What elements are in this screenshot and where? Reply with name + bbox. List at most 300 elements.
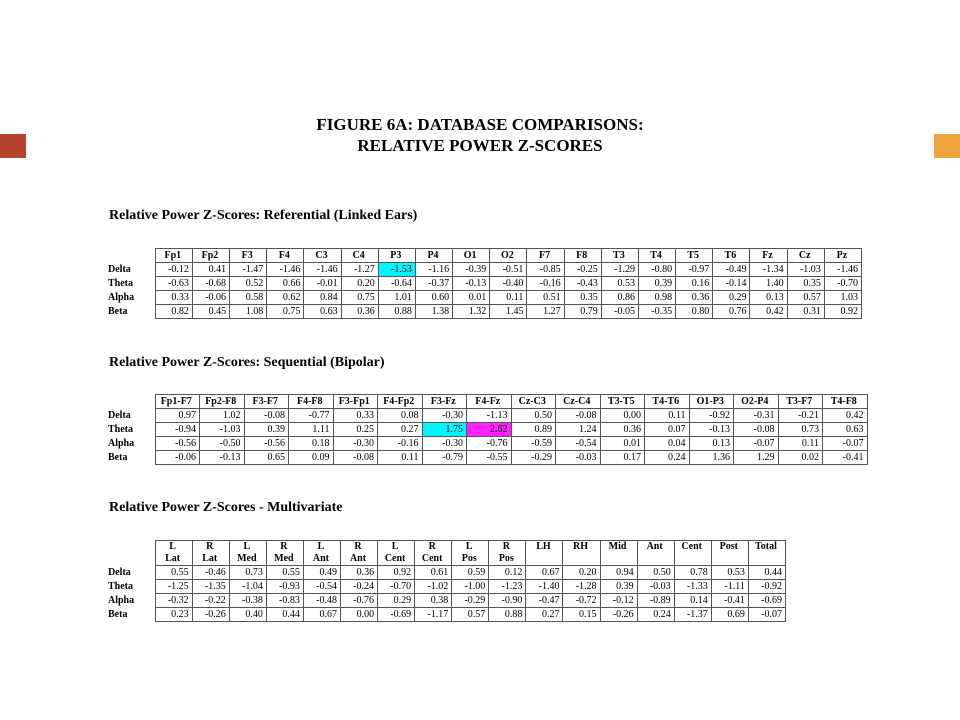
value-cell: 0.00 bbox=[600, 409, 645, 423]
column-header bbox=[266, 541, 303, 566]
table-row bbox=[108, 277, 862, 291]
column-header: Cz-C3 bbox=[511, 395, 556, 409]
value-cell: -0.93 bbox=[266, 580, 303, 594]
sequential-zscore-table bbox=[108, 394, 868, 465]
value-cell: -0.13 bbox=[200, 451, 245, 465]
column-header-bottom bbox=[676, 553, 708, 565]
value-cell: -0.08 bbox=[556, 409, 601, 423]
value-cell: -0.25 bbox=[564, 263, 601, 277]
value-cell: 0.53 bbox=[601, 277, 638, 291]
value-cell: 0.11 bbox=[378, 451, 423, 465]
table-row bbox=[108, 580, 786, 594]
value-cell: -0.83 bbox=[266, 594, 303, 608]
column-header: O2 bbox=[490, 249, 527, 263]
value-cell: 0.27 bbox=[526, 608, 563, 622]
value-cell: 1.36 bbox=[689, 451, 734, 465]
value-cell: -0.46 bbox=[192, 566, 229, 580]
value-cell: -0.54 bbox=[556, 437, 601, 451]
value-cell: 0.01 bbox=[600, 437, 645, 451]
value-cell: -0.06 bbox=[155, 451, 200, 465]
column-header bbox=[748, 541, 785, 566]
column-header-bottom: Lat bbox=[202, 553, 218, 564]
value-cell: -0.97 bbox=[676, 263, 713, 277]
value-cell: 0.24 bbox=[645, 451, 690, 465]
value-cell: -1.46 bbox=[267, 263, 304, 277]
column-header: F3 bbox=[230, 249, 267, 263]
value-cell: -0.51 bbox=[490, 263, 527, 277]
value-cell: 0.76 bbox=[713, 305, 750, 319]
corner-cell bbox=[108, 395, 155, 409]
table-row bbox=[108, 594, 786, 608]
value-cell: 0.55 bbox=[155, 566, 192, 580]
value-cell: -0.03 bbox=[637, 580, 674, 594]
column-header bbox=[229, 541, 266, 566]
corner-cell bbox=[108, 541, 155, 566]
value-cell: 1.29 bbox=[734, 451, 779, 465]
column-header-bottom: Pos bbox=[461, 553, 477, 564]
value-cell: -0.13 bbox=[453, 277, 490, 291]
value-cell: -0.12 bbox=[155, 263, 192, 277]
figure-title-line-1: FIGURE 6A: DATABASE COMPARISONS: bbox=[316, 115, 644, 134]
multivariate-zscore-table bbox=[108, 540, 786, 622]
value-cell: -1.29 bbox=[601, 263, 638, 277]
column-header-bottom: Cent bbox=[421, 553, 443, 564]
value-cell: 0.88 bbox=[489, 608, 526, 622]
highlighted-value-cell: 1.75 bbox=[422, 423, 467, 437]
value-cell: 0.63 bbox=[823, 423, 868, 437]
value-cell: -0.07 bbox=[748, 608, 785, 622]
value-cell: 0.36 bbox=[340, 566, 377, 580]
value-cell: -0.16 bbox=[527, 277, 564, 291]
value-cell: 0.01 bbox=[453, 291, 490, 305]
value-cell: -0.30 bbox=[422, 409, 467, 423]
column-header-bottom bbox=[750, 553, 782, 565]
row-label: Beta bbox=[108, 609, 128, 620]
value-cell: -0.07 bbox=[823, 437, 868, 451]
value-cell: -0.41 bbox=[711, 594, 748, 608]
value-cell: -0.68 bbox=[192, 277, 229, 291]
value-cell: 0.49 bbox=[303, 566, 340, 580]
value-cell: 0.35 bbox=[564, 291, 601, 305]
column-header-top: Total bbox=[754, 541, 777, 552]
value-cell: -0.38 bbox=[229, 594, 266, 608]
value-cell: 1.32 bbox=[453, 305, 490, 319]
value-cell: 0.29 bbox=[378, 594, 415, 608]
column-header: P4 bbox=[415, 249, 452, 263]
column-header: F4-Fp2 bbox=[378, 395, 423, 409]
value-cell: 0.53 bbox=[711, 566, 748, 580]
column-header: F4 bbox=[267, 249, 304, 263]
column-header-bottom bbox=[527, 553, 559, 565]
value-cell: 0.39 bbox=[638, 277, 675, 291]
value-cell: -1.00 bbox=[452, 580, 489, 594]
value-cell: -0.50 bbox=[200, 437, 245, 451]
column-header-top: LH bbox=[536, 541, 551, 552]
value-cell: 0.35 bbox=[787, 277, 824, 291]
value-cell: -0.43 bbox=[564, 277, 601, 291]
value-cell: -0.06 bbox=[192, 291, 229, 305]
row-label: Theta bbox=[108, 581, 133, 592]
value-cell: 0.16 bbox=[676, 277, 713, 291]
value-cell: 0.80 bbox=[676, 305, 713, 319]
value-cell: -0.89 bbox=[637, 594, 674, 608]
table-row bbox=[108, 437, 867, 451]
value-cell: -1.37 bbox=[674, 608, 711, 622]
value-cell: 0.42 bbox=[750, 305, 787, 319]
value-cell: -1.04 bbox=[229, 580, 266, 594]
column-header bbox=[452, 541, 489, 566]
value-cell: -0.29 bbox=[452, 594, 489, 608]
value-cell: -1.13 bbox=[467, 409, 512, 423]
column-header-top: L bbox=[317, 541, 325, 552]
value-cell: 0.82 bbox=[155, 305, 192, 319]
value-cell: -0.70 bbox=[824, 277, 861, 291]
column-header-top: R bbox=[502, 541, 510, 552]
column-header: C4 bbox=[341, 249, 378, 263]
row-label: Theta bbox=[108, 424, 133, 435]
value-cell: -0.80 bbox=[638, 263, 675, 277]
column-header bbox=[637, 541, 674, 566]
value-cell: -0.90 bbox=[489, 594, 526, 608]
row-label: Alpha bbox=[108, 292, 135, 303]
row-label: Delta bbox=[108, 410, 131, 421]
value-cell: -0.56 bbox=[244, 437, 289, 451]
value-cell: 0.50 bbox=[511, 409, 556, 423]
value-cell: 0.94 bbox=[600, 566, 637, 580]
value-cell: -1.25 bbox=[155, 580, 192, 594]
value-cell: -0.24 bbox=[340, 580, 377, 594]
value-cell: -0.56 bbox=[155, 437, 200, 451]
value-cell: -0.55 bbox=[467, 451, 512, 465]
column-header bbox=[563, 541, 600, 566]
value-cell: 0.78 bbox=[674, 566, 711, 580]
column-header: Pz bbox=[824, 249, 861, 263]
value-cell: 0.62 bbox=[267, 291, 304, 305]
value-cell: 0.31 bbox=[787, 305, 824, 319]
value-cell: 0.20 bbox=[341, 277, 378, 291]
value-cell: -1.02 bbox=[415, 580, 452, 594]
highlighted-value-cell: -1.53 bbox=[378, 263, 415, 277]
value-cell: -1.27 bbox=[341, 263, 378, 277]
table-row bbox=[108, 409, 867, 423]
value-cell: 0.55 bbox=[266, 566, 303, 580]
value-cell: -1.34 bbox=[750, 263, 787, 277]
value-cell: -0.12 bbox=[600, 594, 637, 608]
value-cell: 0.50 bbox=[637, 566, 674, 580]
value-cell: -0.85 bbox=[527, 263, 564, 277]
figure-title-line-2: RELATIVE POWER Z-SCORES bbox=[357, 136, 603, 155]
column-header: F4-F8 bbox=[289, 395, 334, 409]
column-header-top: R bbox=[428, 541, 436, 552]
column-header: T3-T5 bbox=[600, 395, 645, 409]
column-header-top: L bbox=[391, 541, 399, 552]
value-cell: -0.01 bbox=[304, 277, 341, 291]
value-cell: -1.03 bbox=[200, 423, 245, 437]
column-header-top: L bbox=[169, 541, 176, 552]
column-header: O2-P4 bbox=[734, 395, 779, 409]
column-header: F3-F7 bbox=[244, 395, 289, 409]
value-cell: 0.00 bbox=[340, 608, 377, 622]
value-cell: 0.29 bbox=[713, 291, 750, 305]
value-cell: -0.63 bbox=[155, 277, 192, 291]
value-cell: 1.40 bbox=[750, 277, 787, 291]
column-header-top: RH bbox=[572, 541, 588, 552]
value-cell: 0.65 bbox=[244, 451, 289, 465]
value-cell: 1.24 bbox=[556, 423, 601, 437]
value-cell: -0.08 bbox=[734, 423, 779, 437]
value-cell: 1.03 bbox=[824, 291, 861, 305]
value-cell: 0.11 bbox=[645, 409, 690, 423]
column-header-top: R bbox=[280, 541, 288, 552]
value-cell: 0.67 bbox=[303, 608, 340, 622]
column-header: T4 bbox=[638, 249, 675, 263]
value-cell: 0.84 bbox=[304, 291, 341, 305]
column-header-bottom: Cent bbox=[384, 553, 406, 564]
column-header-bottom bbox=[639, 553, 671, 565]
value-cell: 0.23 bbox=[155, 608, 192, 622]
table-row bbox=[108, 263, 862, 277]
row-label: Alpha bbox=[108, 438, 135, 449]
column-header: C3 bbox=[304, 249, 341, 263]
value-cell: 0.44 bbox=[266, 608, 303, 622]
row-label: Delta bbox=[108, 264, 131, 275]
row-label: Alpha bbox=[108, 595, 135, 606]
value-cell: 0.88 bbox=[378, 305, 415, 319]
value-cell: -0.32 bbox=[155, 594, 192, 608]
column-header bbox=[340, 541, 377, 566]
value-cell: 0.12 bbox=[489, 566, 526, 580]
value-cell: -0.13 bbox=[689, 423, 734, 437]
value-cell: -0.41 bbox=[823, 451, 868, 465]
value-cell: 0.42 bbox=[823, 409, 868, 423]
sequential-section-title: Relative Power Z-Scores: Sequential (Bipolar) bbox=[109, 355, 385, 370]
value-cell: 0.73 bbox=[229, 566, 266, 580]
value-cell: 0.07 bbox=[645, 423, 690, 437]
column-header-bottom bbox=[602, 553, 634, 565]
row-label: Theta bbox=[108, 278, 133, 289]
value-cell: 0.89 bbox=[511, 423, 556, 437]
table-row bbox=[108, 305, 862, 319]
column-header: Fz bbox=[750, 249, 787, 263]
value-cell: -0.14 bbox=[713, 277, 750, 291]
column-header-top: Cent bbox=[681, 541, 702, 552]
column-header-top: L bbox=[465, 541, 473, 552]
value-cell: -0.76 bbox=[467, 437, 512, 451]
value-cell: 0.92 bbox=[824, 305, 861, 319]
value-cell: 0.67 bbox=[526, 566, 563, 580]
value-cell: 0.09 bbox=[289, 451, 334, 465]
column-header-top: Post bbox=[719, 541, 738, 552]
value-cell: 1.01 bbox=[378, 291, 415, 305]
highlighted-value-cell: 2.62 bbox=[467, 423, 512, 437]
column-header bbox=[711, 541, 748, 566]
column-header: Fp1 bbox=[155, 249, 192, 263]
value-cell: 0.27 bbox=[378, 423, 423, 437]
value-cell: -0.69 bbox=[748, 594, 785, 608]
column-header-bottom bbox=[713, 553, 745, 565]
value-cell: 0.45 bbox=[192, 305, 229, 319]
column-header-bottom: Pos bbox=[498, 553, 514, 564]
row-label: Delta bbox=[108, 567, 131, 578]
value-cell: 0.02 bbox=[778, 451, 823, 465]
column-header-bottom: Ant bbox=[349, 553, 367, 564]
value-cell: 0.57 bbox=[787, 291, 824, 305]
value-cell: -1.33 bbox=[674, 580, 711, 594]
value-cell: -0.69 bbox=[378, 608, 415, 622]
referential-zscore-table bbox=[108, 248, 862, 319]
value-cell: 0.52 bbox=[230, 277, 267, 291]
header-row bbox=[108, 395, 867, 409]
value-cell: 0.61 bbox=[415, 566, 452, 580]
value-cell: 0.86 bbox=[601, 291, 638, 305]
column-header: T6 bbox=[713, 249, 750, 263]
value-cell: -1.11 bbox=[711, 580, 748, 594]
column-header: T3-F7 bbox=[778, 395, 823, 409]
column-header-bottom: Ant bbox=[312, 553, 329, 564]
column-header: Cz-C4 bbox=[556, 395, 601, 409]
value-cell: 0.13 bbox=[750, 291, 787, 305]
value-cell: 0.60 bbox=[415, 291, 452, 305]
value-cell: 1.45 bbox=[490, 305, 527, 319]
value-cell: 0.39 bbox=[244, 423, 289, 437]
value-cell: -0.64 bbox=[378, 277, 415, 291]
column-header bbox=[600, 541, 637, 566]
table-row bbox=[108, 608, 786, 622]
header-row bbox=[108, 541, 786, 566]
value-cell: 0.33 bbox=[333, 409, 378, 423]
value-cell: -0.39 bbox=[453, 263, 490, 277]
value-cell: -0.08 bbox=[333, 451, 378, 465]
value-cell: 0.58 bbox=[230, 291, 267, 305]
value-cell: 0.69 bbox=[711, 608, 748, 622]
value-cell: -0.59 bbox=[511, 437, 556, 451]
referential-section-title: Relative Power Z-Scores: Referential (Linked Ears) bbox=[109, 208, 418, 223]
value-cell: -0.30 bbox=[333, 437, 378, 451]
table-row bbox=[108, 451, 867, 465]
column-header-top: R bbox=[206, 541, 214, 552]
value-cell: 0.51 bbox=[527, 291, 564, 305]
value-cell: 1.02 bbox=[200, 409, 245, 423]
table-row bbox=[108, 423, 867, 437]
column-header-bottom bbox=[564, 553, 596, 565]
figure-title bbox=[0, 114, 960, 156]
value-cell: -0.76 bbox=[340, 594, 377, 608]
value-cell: -0.03 bbox=[556, 451, 601, 465]
value-cell: -0.77 bbox=[289, 409, 334, 423]
value-cell: 0.63 bbox=[304, 305, 341, 319]
column-header bbox=[489, 541, 526, 566]
value-cell: -0.37 bbox=[415, 277, 452, 291]
value-cell: 0.17 bbox=[600, 451, 645, 465]
column-header: O1 bbox=[453, 249, 490, 263]
value-cell: 1.08 bbox=[230, 305, 267, 319]
value-cell: -0.72 bbox=[563, 594, 600, 608]
table-row bbox=[108, 566, 786, 580]
value-cell: -0.30 bbox=[422, 437, 467, 451]
value-cell: -1.23 bbox=[489, 580, 526, 594]
value-cell: -0.22 bbox=[192, 594, 229, 608]
column-header: F3-Fp1 bbox=[333, 395, 378, 409]
value-cell: 0.33 bbox=[155, 291, 192, 305]
value-cell: 0.92 bbox=[378, 566, 415, 580]
value-cell: -1.17 bbox=[415, 608, 452, 622]
value-cell: 0.11 bbox=[490, 291, 527, 305]
value-cell: -0.54 bbox=[303, 580, 340, 594]
value-cell: -1.46 bbox=[824, 263, 861, 277]
column-header bbox=[674, 541, 711, 566]
column-header-top: Mid bbox=[608, 541, 627, 552]
value-cell: -0.79 bbox=[422, 451, 467, 465]
column-header: T4-F8 bbox=[823, 395, 868, 409]
value-cell: 0.59 bbox=[452, 566, 489, 580]
value-cell: 0.36 bbox=[676, 291, 713, 305]
value-cell: 0.13 bbox=[689, 437, 734, 451]
column-header-bottom: Lat bbox=[165, 553, 181, 564]
column-header: F4-Fz bbox=[467, 395, 512, 409]
value-cell: -0.31 bbox=[734, 409, 779, 423]
value-cell: -1.28 bbox=[563, 580, 600, 594]
value-cell: -0.92 bbox=[748, 580, 785, 594]
value-cell: 0.79 bbox=[564, 305, 601, 319]
column-header: O1-P3 bbox=[689, 395, 734, 409]
column-header bbox=[192, 541, 229, 566]
column-header bbox=[526, 541, 563, 566]
header-row bbox=[108, 249, 862, 263]
value-cell: 0.40 bbox=[229, 608, 266, 622]
value-cell: 0.14 bbox=[674, 594, 711, 608]
value-cell: 0.04 bbox=[645, 437, 690, 451]
value-cell: -0.94 bbox=[155, 423, 200, 437]
value-cell: 0.41 bbox=[192, 263, 229, 277]
value-cell: -0.70 bbox=[378, 580, 415, 594]
column-header: F7 bbox=[527, 249, 564, 263]
column-header-bottom: Med bbox=[237, 553, 257, 564]
value-cell: -0.92 bbox=[689, 409, 734, 423]
column-header bbox=[303, 541, 340, 566]
value-cell: -1.40 bbox=[526, 580, 563, 594]
value-cell: -1.47 bbox=[230, 263, 267, 277]
value-cell: -1.35 bbox=[192, 580, 229, 594]
value-cell: 0.75 bbox=[341, 291, 378, 305]
value-cell: 0.11 bbox=[778, 437, 823, 451]
column-header bbox=[155, 541, 192, 566]
column-header bbox=[415, 541, 452, 566]
value-cell: 1.11 bbox=[289, 423, 334, 437]
value-cell: -0.29 bbox=[511, 451, 556, 465]
row-label: Beta bbox=[108, 452, 128, 463]
value-cell: 0.39 bbox=[600, 580, 637, 594]
column-header bbox=[378, 541, 415, 566]
value-cell: 0.75 bbox=[267, 305, 304, 319]
value-cell: -0.49 bbox=[713, 263, 750, 277]
column-header-top: Ant bbox=[646, 541, 663, 552]
value-cell: -0.47 bbox=[526, 594, 563, 608]
value-cell: -0.40 bbox=[490, 277, 527, 291]
value-cell: -0.21 bbox=[778, 409, 823, 423]
value-cell: -0.26 bbox=[600, 608, 637, 622]
value-cell: 0.57 bbox=[452, 608, 489, 622]
value-cell: 0.44 bbox=[748, 566, 785, 580]
column-header: T4-T6 bbox=[645, 395, 690, 409]
value-cell: -1.46 bbox=[304, 263, 341, 277]
multivariate-section-title: Relative Power Z-Scores - Multivariate bbox=[109, 500, 343, 515]
value-cell: 0.24 bbox=[637, 608, 674, 622]
value-cell: 1.38 bbox=[415, 305, 452, 319]
row-label: Beta bbox=[108, 306, 128, 317]
value-cell: 0.73 bbox=[778, 423, 823, 437]
value-cell: -0.16 bbox=[378, 437, 423, 451]
value-cell: 0.25 bbox=[333, 423, 378, 437]
